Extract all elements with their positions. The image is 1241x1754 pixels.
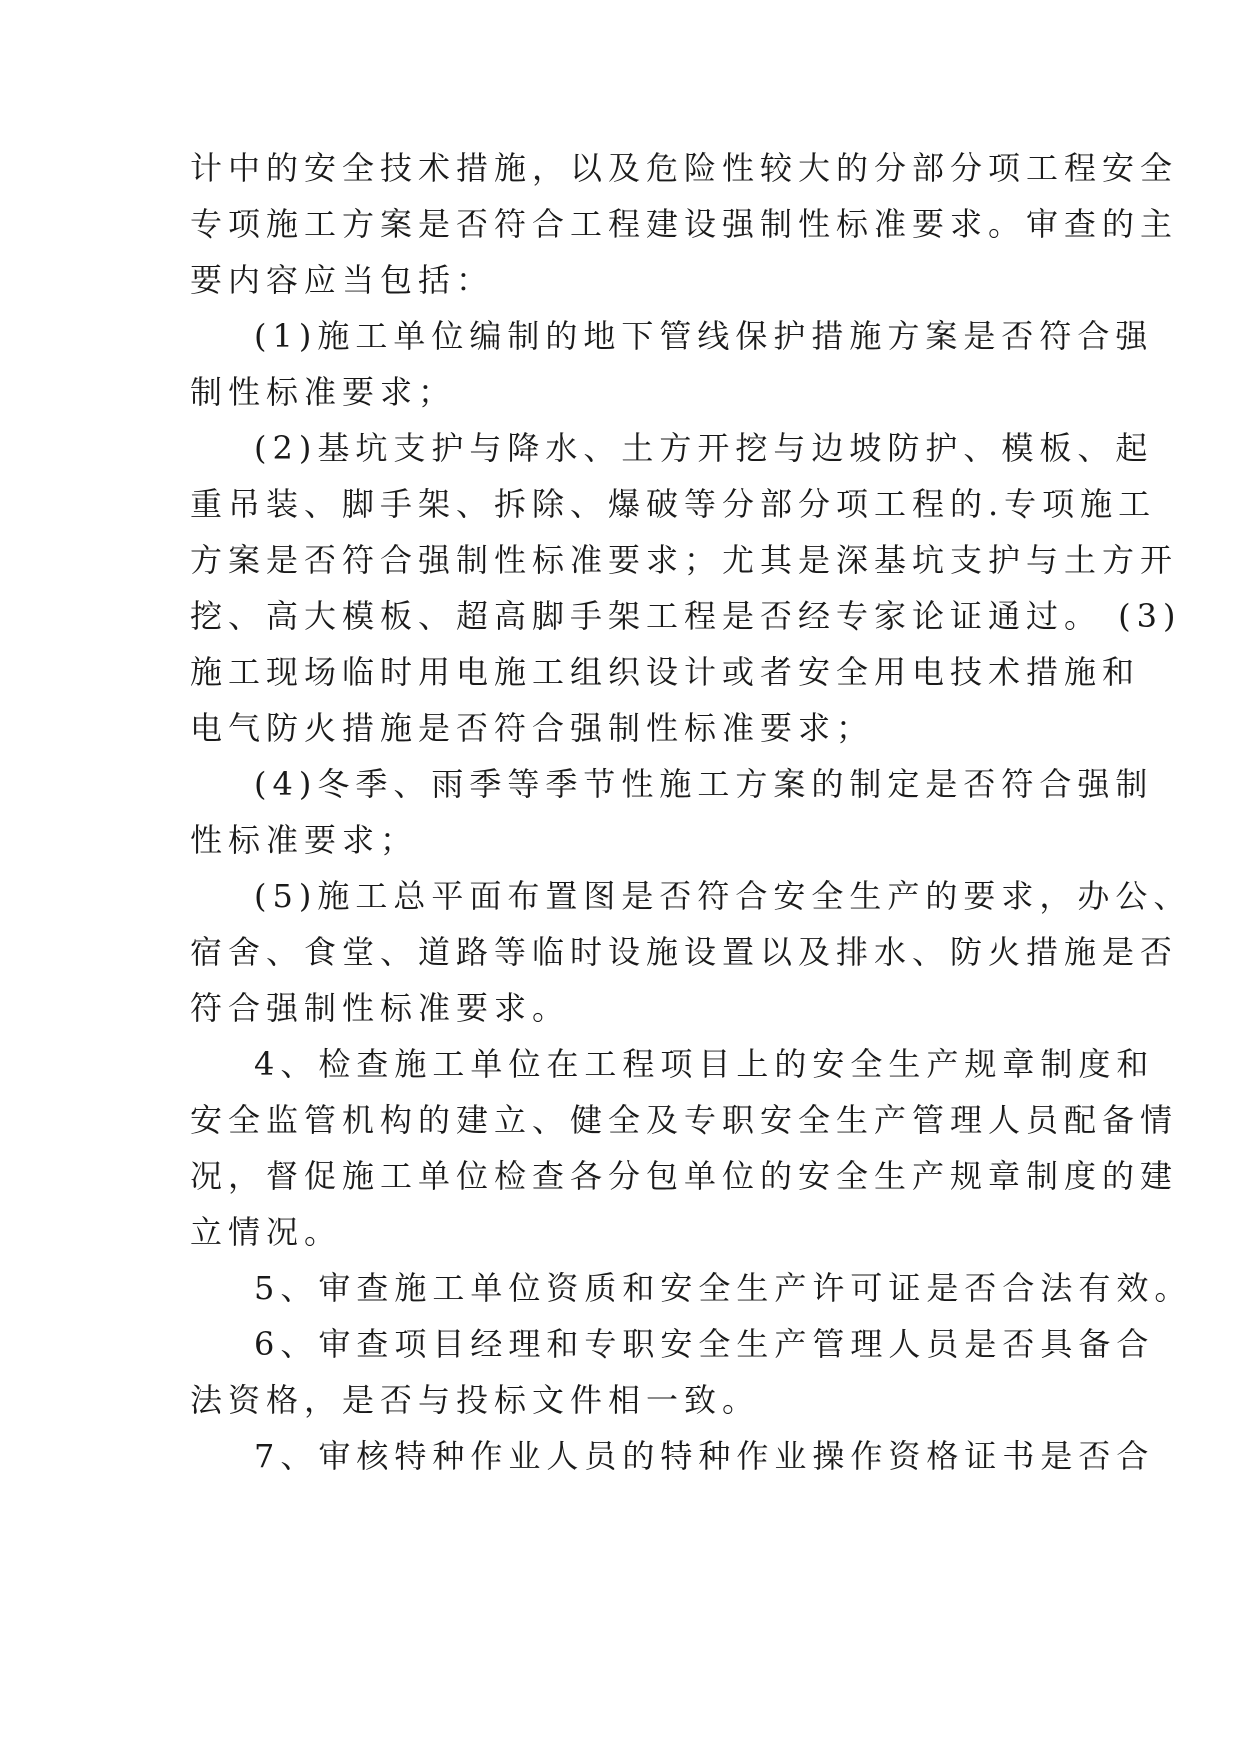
text-line: 立情况。 — [190, 1213, 343, 1251]
text-line: 4、检查施工单位在工程项目上的安全生产规章制度和 — [254, 1045, 1155, 1083]
text-line: 况，督促施工单位检查各分包单位的安全生产规章制度的建 — [190, 1157, 1179, 1195]
text-line: 性标准要求； — [190, 821, 419, 859]
text-line: 6、审查项目经理和专职安全生产管理人员是否具备合 — [254, 1325, 1155, 1363]
text-line: (2)基坑支护与降水、土方开挖与边坡防护、模板、起 — [254, 429, 1154, 467]
text-line: 要内容应当包括： — [190, 261, 495, 299]
text-line: 制性标准要求； — [190, 373, 457, 411]
text-line: 电气防火措施是否符合强制性标准要求； — [190, 709, 875, 747]
text-line: (5)施工总平面布置图是否符合安全生产的要求，办公、 — [254, 877, 1192, 915]
text-line: 挖、高大模板、超高脚手架工程是否经专家论证通过。 (3) — [190, 597, 1182, 635]
text-line: 符合强制性标准要求。 — [190, 989, 571, 1027]
text-line: 重吊装、脚手架、拆除、爆破等分部分项工程的.专项施工 — [190, 485, 1157, 523]
text-line: (4)冬季、雨季等季节性施工方案的制定是否符合强制 — [254, 765, 1154, 803]
text-line: 法资格，是否与投标文件相一致。 — [190, 1381, 761, 1419]
text-line: 施工现场临时用电施工组织设计或者安全用电技术措施和 — [190, 653, 1141, 691]
text-line: 5、审查施工单位资质和安全生产许可证是否合法有效。 — [254, 1269, 1193, 1307]
text-line: 7、审核特种作业人员的特种作业操作资格证书是否合 — [254, 1437, 1155, 1475]
text-line: 宿舍、食堂、道路等临时设施设置以及排水、防火措施是否 — [190, 933, 1179, 971]
text-line: (1)施工单位编制的地下管线保护措施方案是否符合强 — [254, 317, 1154, 355]
text-line: 计中的安全技术措施，以及危险性较大的分部分项工程安全 — [190, 149, 1179, 187]
text-line: 专项施工方案是否符合工程建设强制性标准要求。审查的主 — [190, 205, 1179, 243]
text-line: 方案是否符合强制性标准要求；尤其是深基坑支护与土方开 — [190, 541, 1179, 579]
text-line: 安全监管机构的建立、健全及专职安全生产管理人员配备情 — [190, 1101, 1179, 1139]
